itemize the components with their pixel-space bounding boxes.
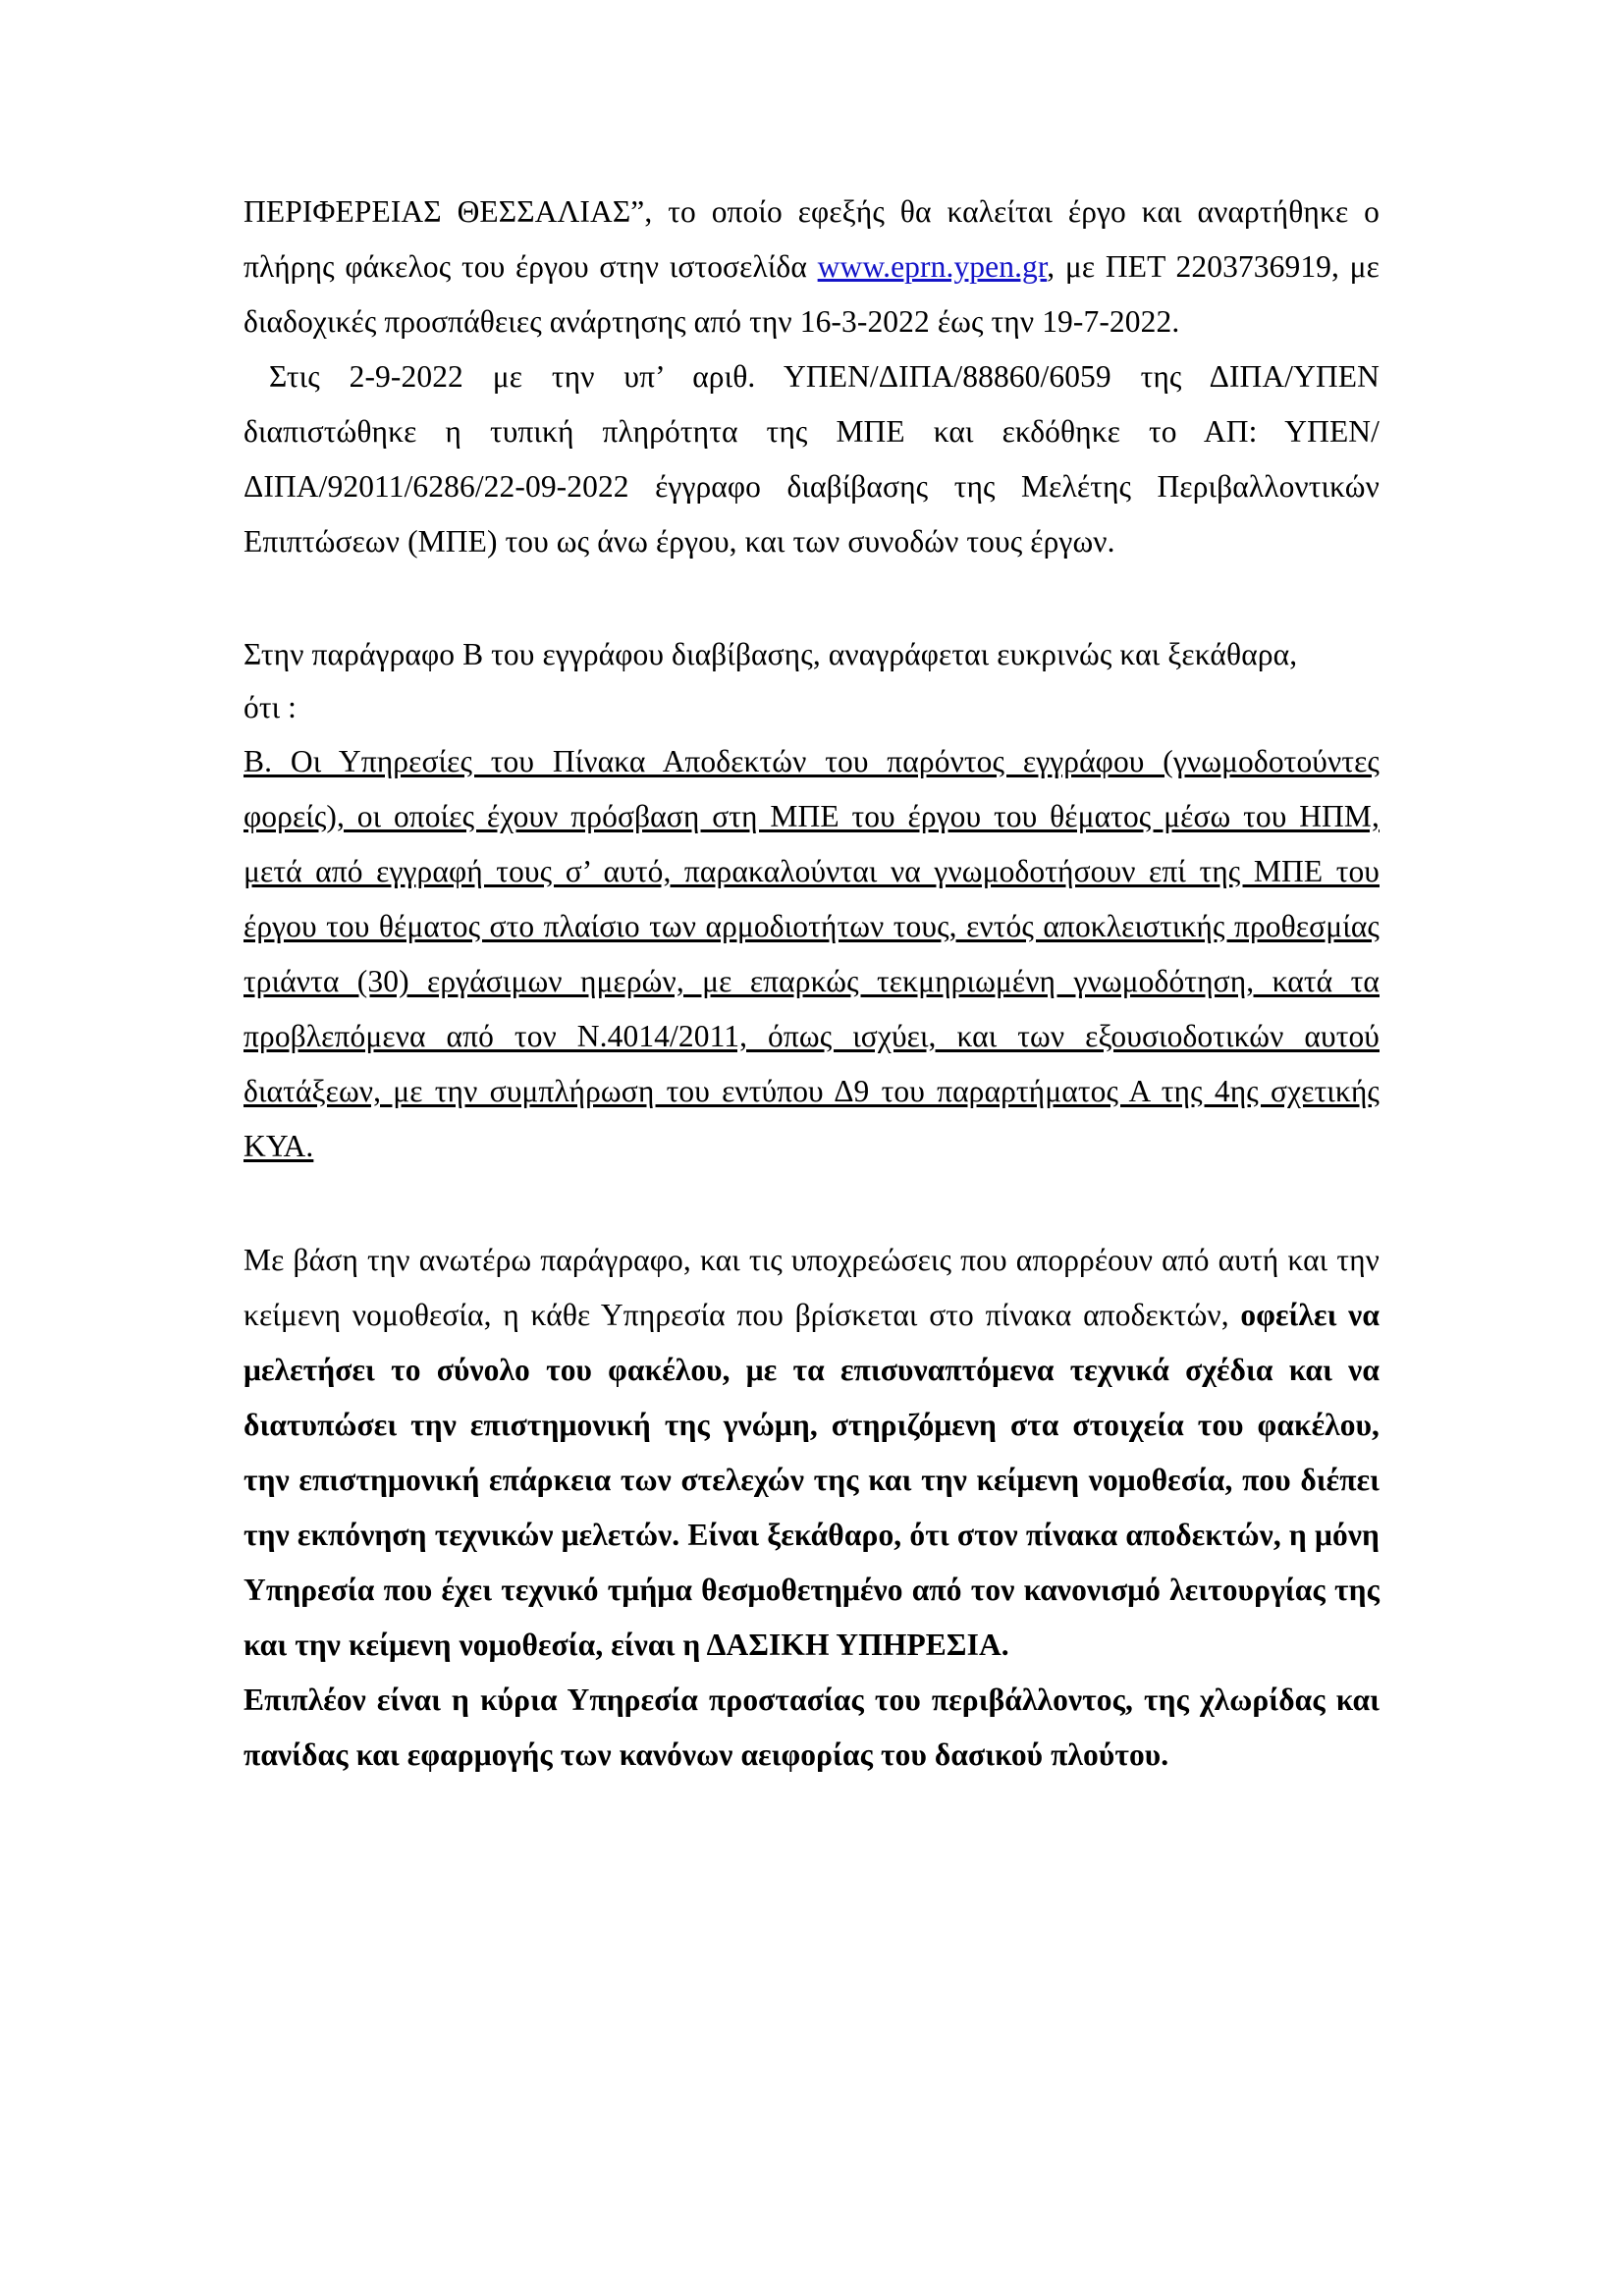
- eprn-ypen-link[interactable]: www.eprn.ypen.gr: [817, 249, 1048, 284]
- spacer-after-stis: [244, 569, 1380, 628]
- stis-paragraph: Στις 2-9-2022 με την υπ’ αριθ. ΥΠΕΝ/ΔΙΠΑ/88860/6059 της ΔΙΠΑ/ΥΠΕΝ διαπιστώθηκε η τυπική πληρότητα της ΜΠΕ και εκδόθηκε το ΑΠ: ΥΠΕΝ/ΔΙΠΑ/92011/6286/22-09-2022 έγγραφο διαβίβασης της Μελέτης Περιβαλλοντικών Επιπτώσεων (ΜΠΕ) του ως άνω έργου, και των συνοδών τους έργων.: [244, 359, 1380, 559]
- opening-paragraph: [244, 185, 1380, 349]
- paragraph-b-intro-line2: ότι :: [244, 690, 298, 724]
- opening-paragraph-part1: ΠΕΡΙΦΕΡΕΙΑΣ ΘΕΣΣΑΛΙΑΣ”, το οποίο εφεξής θα καλείται έργο και αναρτήθηκε ο πλήρης φάκελος του έργου στην ιστοσελίδα: [244, 194, 1380, 284]
- paragraph-b-intro-line1: Στην παράγραφο Β του εγγράφου διαβίβασης, αναγράφεται ευκρινώς και ξεκάθαρα,: [244, 637, 1298, 671]
- document-body: [244, 185, 1380, 1783]
- obligations-bold-text: οφείλει να μελετήσει το σύνολο του φακέλου, με τα επισυναπτόμενα τεχνικά σχέδια και να διατυπώσει την επιστημονική της γνώμη, στηριζόμενη στα στοιχεία του φακέλου, την επιστημονική επάρκεια των στελεχών της και την κείμενη νομοθεσία, που διέπει την εκπόνηση τεχνικών μελετών. Είναι ξεκάθαρο, ότι στον πίνακα αποδεκτών, η μόνη Υπηρεσία που έχει τεχνικό τμήμα θεσμοθετημένο από τον κανονισμό λειτουργίας της και την κείμενη νομοθεσία, είναι η ΔΑΣΙΚΗ ΥΠΗΡΕΣΙΑ.: [244, 1298, 1380, 1662]
- obligations-paragraph: [244, 1233, 1380, 1673]
- obligations-lead-text: Με βάση την ανωτέρω παράγραφο, και τις υποχρεώσεις που απορρέουν από αυτή και την κείμενη νομοθεσία, η κάθε Υπηρεσία που βρίσκεται στο πίνακα αποδεκτών,: [244, 1243, 1380, 1332]
- additional-bold-paragraph: Επιπλέον είναι η κύρια Υπηρεσία προστασίας του περιβάλλοντος, της χλωρίδας και πανίδας και εφαρμογής των κανόνων αειφορίας του δασικού πλούτου.: [244, 1682, 1380, 1772]
- quoted-paragraph-b: Β. Οι Υπηρεσίες του Πίνακα Αποδεκτών του παρόντος εγγράφου (γνωμοδοτούντες φορείς), οι οποίες έχουν πρόσβαση στη ΜΠΕ του έργου του θέματος μέσω του ΗΠΜ, μετά από εγγραφή τους σ’ αυτό, παρακαλούνται να γνωμοδοτήσουν επί της ΜΠΕ του έργου του θέματος στο πλαίσιο των αρμοδιοτήτων τους, εντός αποκλειστικής προθεσμίας τριάντα (30) εργάσιμων ημερών, με επαρκώς τεκμηριωμένη γνωμοδότηση, κατά τα προβλεπόμενα από τον Ν.4014/2011, όπως ισχύει, και των εξουσιοδοτικών αυτού διατάξεων, με την συμπλήρωση του εντύπου Δ9 του παραρτήματος Α της 4ης σχετικής ΚΥΑ.: [244, 744, 1380, 1163]
- spacer-after-quote: [244, 1174, 1380, 1233]
- opening-paragraph-part2: , με ΠΕΤ 2203736919, με διαδοχικές προσπάθειες ανάρτησης από την 16-3-2022 έως την 19-7-2022.: [244, 249, 1380, 339]
